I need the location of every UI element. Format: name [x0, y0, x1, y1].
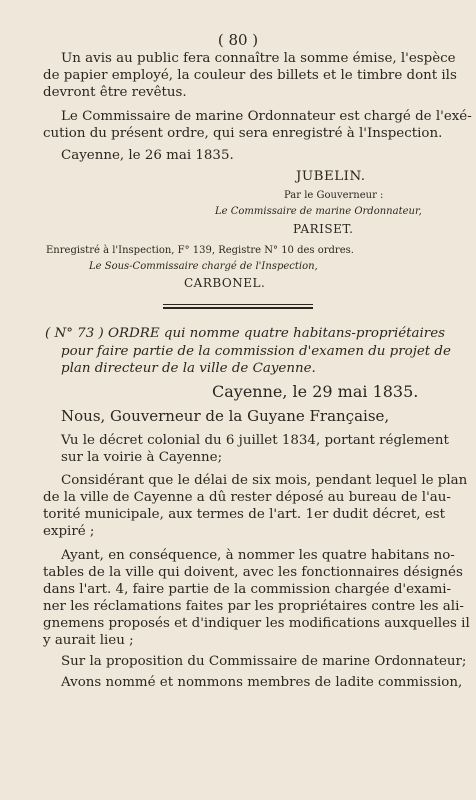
- avons-nomme-line: Avons nommé et nommons membres de ladite commission,: [61, 675, 463, 690]
- ayant-line2: tables de la ville qui doivent, avec les fonctionnaires désignés: [43, 565, 463, 580]
- signature-pariset: PARISET.: [293, 222, 354, 236]
- commissaire-ordonnateur-line: Le Commissaire de marine Ordonnateur,: [215, 206, 422, 217]
- proposition-line: Sur la proposition du Commissaire de marine Ordonnateur;: [61, 654, 467, 669]
- para1-line2: de papier employé, la couleur des billets et le timbre dont ils: [43, 68, 457, 83]
- vu-line1: Vu le décret colonial du 6 juillet 1834, portant réglement: [61, 433, 449, 448]
- par-le-gouverneur: Par le Gouverneur :: [284, 190, 384, 201]
- signature-jubelin: JUBELIN.: [296, 169, 366, 184]
- vu-line2: sur la voirie à Cayenne;: [61, 450, 223, 465]
- considerant-line4: expiré ;: [43, 524, 95, 539]
- sous-commissaire-line: Le Sous-Commissaire chargé de l'Inspection,: [89, 261, 318, 272]
- para2-line1: Le Commissaire de marine Ordonnateur est chargé de l'exé-: [61, 109, 472, 124]
- registry-line: Enregistré à l'Inspection, F° 139, Registre N° 10 des ordres.: [46, 245, 354, 256]
- ordre-title-line2: pour faire partie de la commission d'examen du projet de: [61, 344, 451, 359]
- ayant-line3: dans l'art. 4, faire partie de la commission chargée d'exami-: [43, 582, 452, 597]
- considerant-line1: Considérant que le délai de six mois, pendant lequel le plan: [61, 473, 468, 488]
- para1-line3: devront être revêtus.: [43, 85, 187, 100]
- dateline-1: Cayenne, le 26 mai 1835.: [61, 148, 234, 163]
- separator-rule-top: [163, 304, 313, 305]
- ayant-line5: gnemens proposés et d'indiquer les modifications auxquelles il: [43, 616, 470, 631]
- ayant-line4: ner les réclamations faites par les propriétaires contre les ali-: [43, 599, 464, 614]
- signature-carbonel: CARBONEL.: [184, 276, 266, 290]
- considerant-line2: de la ville de Cayenne a dû rester déposé au bureau de l'au-: [43, 490, 451, 505]
- ordre-title-line1: ( N° 73 ) ORDRE qui nomme quatre habitans-propriétaires: [45, 326, 445, 341]
- separator-rule-bottom: [163, 307, 313, 309]
- ayant-line1: Ayant, en conséquence, à nommer les quatre habitans no-: [61, 548, 455, 563]
- nous-gouverneur-line: Nous, Gouverneur de la Guyane Française,: [61, 407, 390, 425]
- page-number: ( 80 ): [217, 31, 259, 49]
- ayant-line6: y aurait lieu ;: [43, 633, 134, 648]
- dateline-2: Cayenne, le 29 mai 1835.: [212, 382, 419, 401]
- para2-line2: cution du présent ordre, qui sera enregistré à l'Inspection.: [43, 126, 443, 141]
- para1-line1: Un avis au public fera connaître la somme émise, l'espèce: [61, 51, 456, 66]
- considerant-line3: torité municipale, aux termes de l'art. 1er dudit décret, est: [43, 507, 445, 522]
- ordre-title-line3: plan directeur de la ville de Cayenne.: [61, 361, 316, 376]
